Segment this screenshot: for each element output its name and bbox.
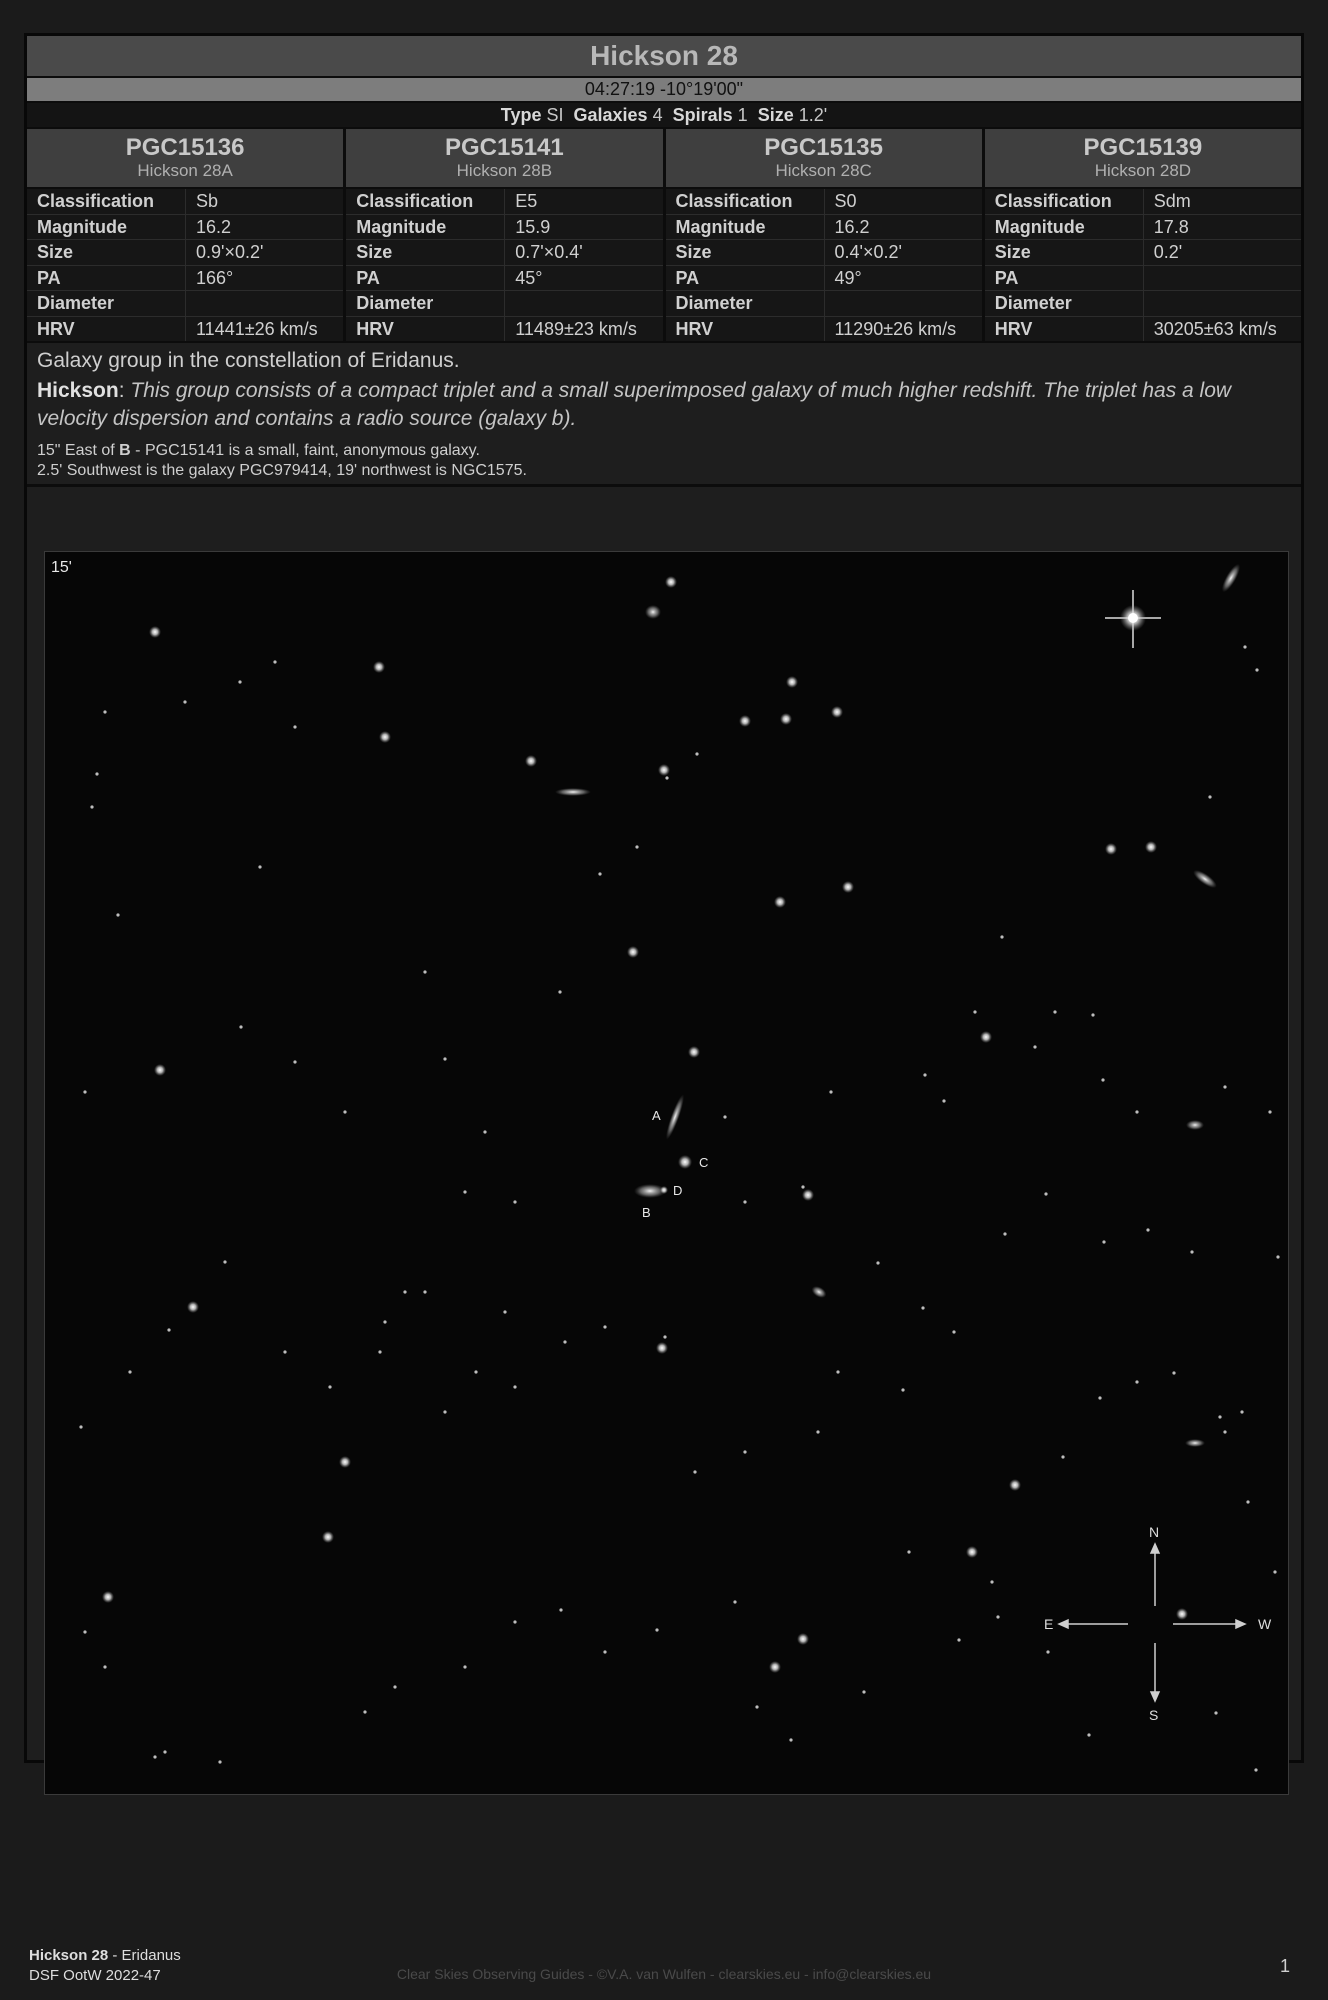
coordinates: 04:27:19 -10°19'00"	[27, 78, 1301, 103]
pa-value: 166°	[196, 267, 234, 288]
row-label: Diameter	[985, 291, 1144, 316]
faint-star	[90, 805, 93, 808]
star	[966, 1546, 978, 1558]
pa-row	[346, 266, 662, 292]
faint-star	[128, 1370, 131, 1373]
pa-value: 45°	[515, 267, 543, 288]
galaxy-card-c	[666, 129, 985, 341]
faint-star	[463, 1665, 466, 1668]
faint-star	[223, 1260, 226, 1263]
page-number: 1	[1279, 1956, 1290, 1976]
row-label: Magnitude	[346, 215, 505, 240]
hrv-row	[985, 317, 1301, 342]
faint-star	[483, 1130, 486, 1133]
faint-star	[293, 1060, 296, 1063]
faint-star	[1190, 1250, 1193, 1253]
footer-series: DSF OotW 2022-47	[29, 1967, 161, 1984]
star	[322, 1531, 334, 1543]
faint-star	[598, 872, 601, 875]
row-label: PA	[27, 266, 186, 291]
row-label: HRV	[666, 317, 825, 342]
galaxy-name: PGC15139	[1083, 134, 1203, 161]
size-row	[666, 240, 982, 266]
row-label: Size	[666, 240, 825, 265]
faint-star	[1061, 1455, 1064, 1458]
faint-star	[293, 725, 296, 728]
star	[102, 1591, 114, 1603]
star	[980, 1031, 992, 1043]
faint-star	[836, 1370, 839, 1373]
faint-star	[1223, 1430, 1226, 1433]
row-label: Magnitude	[27, 215, 186, 240]
star	[149, 626, 161, 638]
faint-star	[218, 1760, 221, 1763]
faint-star	[1276, 1255, 1279, 1258]
size-row	[985, 240, 1301, 266]
hrv-value: 11441±26 km/s	[196, 318, 318, 339]
star	[1145, 841, 1157, 853]
classification-row	[666, 189, 982, 215]
galaxy-header	[666, 129, 982, 189]
faint-star	[513, 1385, 516, 1388]
magnitude-row	[27, 215, 343, 241]
galaxy-name: PGC15141	[445, 134, 564, 161]
hrv-value: 11489±23 km/s	[515, 318, 637, 339]
star	[780, 713, 792, 725]
diameter-row	[666, 291, 982, 317]
faint-star	[1254, 1768, 1257, 1771]
magnitude-value: 16.2	[834, 216, 870, 237]
galaxies-value: 4	[652, 105, 663, 125]
faint-star	[1255, 668, 1258, 671]
footer-constellation: - Eridanus	[108, 1947, 181, 1964]
faint-star	[1246, 1500, 1249, 1503]
faint-star	[1218, 1415, 1221, 1418]
faint-star	[603, 1325, 606, 1328]
size-value: 0.9'×0.2'	[196, 242, 264, 262]
faint-star	[1091, 1013, 1094, 1016]
faint-star	[635, 845, 638, 848]
faint-star	[1000, 935, 1003, 938]
faint-star	[952, 1330, 955, 1333]
classification-value: Sb	[196, 191, 219, 211]
label-b: B	[642, 1205, 651, 1220]
type-value: SI	[546, 105, 564, 125]
faint-star	[957, 1638, 960, 1641]
footer-object-line	[29, 1946, 181, 1966]
faint-star	[1053, 1010, 1056, 1013]
row-label: Size	[346, 240, 505, 265]
compass-w: W	[1258, 1616, 1272, 1632]
faint-star	[378, 1350, 381, 1353]
page-title: Hickson 28	[27, 36, 1301, 78]
size-value: 1.2'	[798, 105, 828, 125]
galaxy-card-d	[985, 129, 1301, 341]
faint-star	[474, 1370, 477, 1373]
magnitude-value: 15.9	[515, 216, 551, 237]
row-label: Classification	[666, 189, 825, 214]
guide-frame	[24, 33, 1304, 1763]
faint-star	[1172, 1371, 1175, 1374]
row-label: Size	[985, 240, 1144, 265]
faint-star	[1146, 1228, 1149, 1231]
label-a: A	[652, 1108, 661, 1123]
hickson-text: This group consists of a compact triplet and a small superimposed galaxy of much higher redshift. The triplet has a low velocity dispersion and contains a radio source (galaxy b).	[37, 379, 1232, 430]
faint-star	[665, 776, 668, 779]
faint-star	[273, 660, 276, 663]
faint-star	[1102, 1240, 1105, 1243]
faint-star	[363, 1710, 366, 1713]
hickson-label: Hickson	[37, 379, 119, 402]
diameter-value	[825, 291, 982, 316]
galaxy-header	[27, 129, 343, 189]
star	[842, 881, 854, 893]
faint-star	[743, 1200, 746, 1203]
faint-star	[383, 1320, 386, 1323]
faint-star	[83, 1090, 86, 1093]
note-prefix: 15" East of	[37, 442, 120, 459]
hickson-description: Hickson: This group consists of a compact triplet and a small superimposed galaxy of much higher redshift. The triplet has a low velocity dispersion and contains a radio source (galaxy b).	[37, 379, 1232, 430]
compass-e: E	[1044, 1616, 1054, 1632]
faint-star	[503, 1310, 506, 1313]
row-label: Diameter	[346, 291, 505, 316]
faint-star	[733, 1600, 736, 1603]
star	[797, 1633, 809, 1645]
classification-row	[985, 189, 1301, 215]
group-summary	[27, 103, 1301, 129]
diameter-value	[1144, 291, 1301, 316]
faint-star	[153, 1755, 156, 1758]
magnitude-row	[985, 215, 1301, 241]
faint-star	[103, 1665, 106, 1668]
classification-value: Sdm	[1153, 191, 1191, 211]
faint-star	[1214, 1711, 1217, 1714]
row-label: HRV	[985, 317, 1144, 342]
classification-row	[346, 189, 662, 215]
faint-star	[923, 1073, 926, 1076]
galaxy-designation: Hickson 28C	[775, 161, 872, 180]
faint-star	[1033, 1045, 1036, 1048]
hrv-row	[27, 317, 343, 342]
sky-image	[44, 551, 1289, 1795]
star	[1105, 843, 1117, 855]
faint-star	[1208, 795, 1211, 798]
galaxy-designation: Hickson 28A	[137, 161, 233, 180]
hrv-value: 11290±26 km/s	[834, 318, 957, 339]
faint-star	[990, 1580, 993, 1583]
faint-star	[238, 680, 241, 683]
star	[1009, 1479, 1021, 1491]
faint-star	[443, 1410, 446, 1413]
faint-star	[283, 1350, 286, 1353]
diameter-row	[985, 291, 1301, 317]
faint-star	[403, 1290, 406, 1293]
galaxy-card-b	[346, 129, 665, 341]
faint-star	[79, 1425, 82, 1428]
faint-star	[258, 865, 261, 868]
faint-star	[563, 1340, 566, 1343]
star	[802, 1189, 814, 1201]
faint-star	[901, 1388, 904, 1391]
faint-star	[1098, 1396, 1101, 1399]
faint-star	[95, 772, 98, 775]
hrv-row	[346, 317, 662, 342]
faint-star	[801, 1185, 804, 1188]
diameter-value	[505, 291, 662, 316]
row-label: HRV	[27, 317, 186, 342]
size-row	[27, 240, 343, 266]
faint-star	[1087, 1733, 1090, 1736]
type-label: Type	[500, 105, 542, 125]
footer-object: Hickson 28	[29, 1947, 109, 1964]
faint-star	[1135, 1110, 1138, 1113]
magnitude-row	[346, 215, 662, 241]
faint-star	[1003, 1232, 1006, 1235]
faint-star	[558, 990, 561, 993]
row-label: Classification	[985, 189, 1144, 214]
faint-star	[862, 1690, 865, 1693]
compass-n: N	[1149, 1524, 1160, 1540]
faint-star	[423, 1290, 426, 1293]
label-c: C	[699, 1155, 709, 1170]
star	[627, 946, 639, 958]
faint-star	[876, 1261, 879, 1264]
faint-star	[463, 1190, 466, 1193]
note-suffix: - PGC15141 is a small, faint, anonymous galaxy.	[130, 442, 480, 459]
galaxy-designation: Hickson 28B	[456, 161, 553, 180]
scale-label: 15'	[51, 559, 72, 576]
faint-star	[513, 1200, 516, 1203]
faint-star	[1223, 1085, 1226, 1088]
star	[658, 764, 670, 776]
faint-star	[393, 1685, 396, 1688]
faint-star	[103, 710, 106, 713]
faint-star	[513, 1620, 516, 1623]
description	[27, 343, 1301, 487]
star	[665, 576, 677, 588]
row-label: Magnitude	[985, 215, 1144, 240]
star	[769, 1661, 781, 1673]
faint-star	[1101, 1078, 1104, 1081]
label-d: D	[673, 1183, 683, 1198]
star	[656, 1342, 668, 1354]
classification-row	[27, 189, 343, 215]
size-value: 0.2'	[1153, 242, 1183, 262]
field-galaxy	[1186, 1120, 1204, 1130]
star	[525, 755, 537, 767]
galaxy-designation: Hickson 28D	[1094, 161, 1192, 180]
note-southwest: 2.5' Southwest is the galaxy PGC979414, 19' northwest is NGC1575.	[37, 462, 527, 479]
galaxy-table	[27, 129, 1301, 343]
star	[1176, 1608, 1188, 1620]
faint-star	[423, 970, 426, 973]
size-value: 0.4'×0.2'	[834, 242, 902, 262]
faint-star	[829, 1090, 832, 1093]
size-row	[346, 240, 662, 266]
faint-star	[921, 1306, 924, 1309]
faint-star	[183, 700, 186, 703]
faint-star	[1273, 1570, 1276, 1573]
row-label: Magnitude	[666, 215, 825, 240]
galaxy-name: PGC15135	[764, 134, 883, 161]
diameter-row	[346, 291, 662, 317]
pa-value	[1144, 266, 1301, 291]
compass-s: S	[1149, 1707, 1159, 1723]
diameter-value	[186, 291, 343, 316]
diameter-row	[27, 291, 343, 317]
hrv-value: 30205±63 km/s	[1153, 318, 1277, 339]
star	[739, 715, 751, 727]
faint-star	[559, 1608, 562, 1611]
classification-value: E5	[515, 191, 538, 211]
galaxy-d	[660, 1186, 668, 1194]
pa-row	[27, 266, 343, 292]
faint-star	[743, 1450, 746, 1453]
row-label: HRV	[346, 317, 505, 342]
galaxy-header	[346, 129, 662, 189]
note-east-of-b	[37, 441, 1291, 461]
spirals-value: 1	[737, 105, 748, 125]
magnitude-row	[666, 215, 982, 241]
faint-star	[663, 1335, 666, 1338]
star	[786, 676, 798, 688]
star	[373, 661, 385, 673]
size-value: 0.7'×0.4'	[515, 242, 583, 262]
galaxy-card-a	[27, 129, 346, 341]
star	[688, 1046, 700, 1058]
star	[339, 1456, 351, 1468]
constellation-line: Galaxy group in the constellation of Eridanus.	[37, 349, 460, 372]
star	[831, 706, 843, 718]
faint-star	[163, 1750, 166, 1753]
galaxy-header	[985, 129, 1301, 189]
faint-star	[603, 1650, 606, 1653]
faint-star	[343, 1110, 346, 1113]
magnitude-value: 17.8	[1153, 216, 1189, 237]
faint-star	[755, 1705, 758, 1708]
faint-star	[116, 913, 119, 916]
faint-star	[789, 1738, 792, 1741]
faint-star	[167, 1328, 170, 1331]
faint-star	[1268, 1110, 1271, 1113]
pa-value: 49°	[834, 267, 862, 288]
star	[774, 896, 786, 908]
row-label: Diameter	[27, 291, 186, 316]
star	[154, 1064, 166, 1076]
galaxy-name: PGC15136	[125, 134, 245, 161]
galaxies-label: Galaxies	[573, 105, 648, 125]
faint-star	[1044, 1192, 1047, 1195]
star	[379, 731, 391, 743]
faint-star	[1046, 1650, 1049, 1653]
faint-star	[655, 1628, 658, 1631]
field-galaxy	[1185, 1439, 1205, 1447]
pa-row	[985, 266, 1301, 292]
pa-row	[666, 266, 982, 292]
field-galaxy	[555, 788, 591, 796]
row-label: Size	[27, 240, 186, 265]
size-label: Size	[757, 105, 794, 125]
note-bold: B	[119, 442, 131, 459]
faint-star	[1243, 645, 1246, 648]
faint-star	[328, 1385, 331, 1388]
classification-value: S0	[834, 191, 857, 211]
faint-star	[973, 1010, 976, 1013]
footer-credit: Clear Skies Observing Guides - ©V.A. van Wulfen - clearskies.eu - info@clearskies.eu	[396, 1966, 932, 1982]
magnitude-value: 16.2	[196, 216, 232, 237]
faint-star	[907, 1550, 910, 1553]
row-label: Diameter	[666, 291, 825, 316]
faint-star	[816, 1430, 819, 1433]
row-label: Classification	[346, 189, 505, 214]
faint-star	[1135, 1380, 1138, 1383]
galaxy-c	[678, 1155, 692, 1169]
row-label: Classification	[27, 189, 186, 214]
hrv-row	[666, 317, 982, 342]
field-galaxy	[645, 605, 661, 619]
spirals-label: Spirals	[672, 105, 733, 125]
faint-star	[83, 1630, 86, 1633]
faint-star	[942, 1099, 945, 1102]
faint-star	[695, 752, 698, 755]
row-label: PA	[346, 266, 505, 291]
sky-background	[45, 552, 1288, 1794]
faint-star	[723, 1115, 726, 1118]
faint-star	[693, 1470, 696, 1473]
faint-star	[443, 1057, 446, 1060]
faint-star	[1240, 1410, 1243, 1413]
faint-star	[239, 1025, 242, 1028]
row-label: PA	[666, 266, 825, 291]
faint-star	[996, 1615, 999, 1618]
row-label: PA	[985, 266, 1144, 291]
star	[187, 1301, 199, 1313]
